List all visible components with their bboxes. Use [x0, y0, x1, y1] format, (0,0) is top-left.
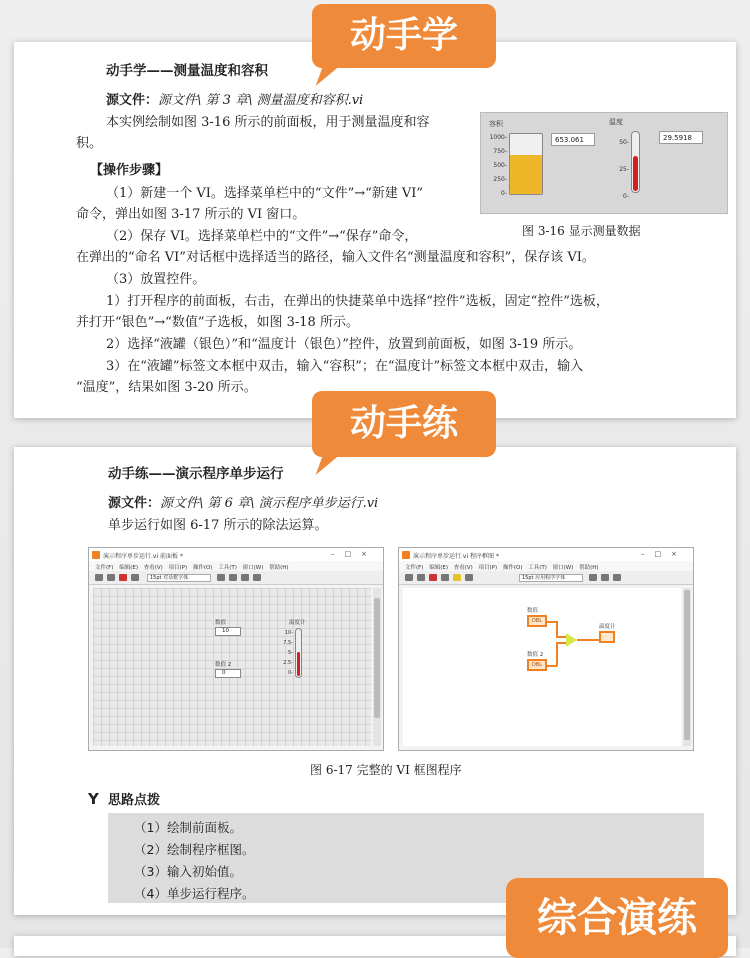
wire: [556, 621, 558, 637]
window-titlebar: 演示程序单步运行.vi 前面板 * –□×: [89, 548, 383, 561]
tank-gauge: [509, 133, 543, 195]
sub1-line1: 1）打开程序的前面板，右击，在弹出的快捷菜单中选择“控件”选板，固定“控件”选板，: [106, 294, 609, 309]
tips-heading: 思路点拨: [107, 793, 160, 808]
run-continuous-icon[interactable]: [417, 574, 425, 581]
section-title: 动手练——演示程序单步运行: [108, 466, 284, 482]
section-title: 动手学——测量温度和容积: [106, 63, 268, 79]
thermometer-terminal[interactable]: [599, 631, 615, 643]
toolbar: [89, 571, 383, 585]
sub1-line2: 并打开“银色”→“数值”子选板，如图 3-18 所示。: [76, 315, 359, 330]
intro-line: 单步运行如图 6-17 所示的除法运算。: [108, 518, 328, 533]
menu-bar[interactable]: 文件(F) 编辑(E) 查看(V) 项目(P) 操作(O) 工具(T) 窗口(W) 帮助(H): [89, 561, 383, 571]
steps-heading: 【操作步骤】: [90, 163, 169, 178]
section-card-learn: [14, 42, 736, 418]
sub3-line1: 3）在“液罐”标签文本框中双击，输入“容积”；在“温度计”标签文本框中双击，输入: [106, 359, 584, 374]
distribute-icon[interactable]: [601, 574, 609, 581]
intro-line: 本实例绘制如图 3-16 所示的前面板，用于测量温度和容: [106, 115, 430, 130]
run-arrow-icon[interactable]: [95, 574, 103, 581]
tip-item: （4）单步运行程序。: [134, 886, 255, 901]
tank-ticks: 1000- 750- 500- 250- 0-: [489, 134, 507, 197]
menu-bar[interactable]: 文件(F) 编辑(E) 查看(V) 项目(P) 操作(O) 工具(T) 窗口(W) 帮助(H): [399, 561, 693, 571]
callout-hands-on-learn: 动手学: [312, 4, 496, 68]
num1-terminal[interactable]: DBL: [527, 615, 547, 627]
intro-line-2: 积。: [76, 136, 103, 151]
block-diagram-window: [398, 547, 694, 751]
source-path: 源文件\ 第 3 章\ 测量温度和容积.vi: [158, 93, 364, 108]
lightbulb-icon: Y: [88, 790, 99, 808]
step1-line2: 命令，弹出如图 3-17 所示的 VI 窗口。: [76, 207, 306, 222]
thermometer-indicator: [295, 628, 302, 678]
wire: [556, 642, 558, 666]
wire: [556, 642, 566, 644]
reorder-icon[interactable]: [253, 574, 261, 581]
thermometer-fill: [297, 652, 300, 676]
labview-icon: [402, 551, 410, 559]
source-path: 源文件\ 第 6 章\ 演示程序单步运行.vi: [160, 496, 379, 511]
callout-hands-on-practice: 动手练: [312, 391, 496, 457]
num2-label: 数值 2: [215, 662, 232, 668]
step-icon[interactable]: [465, 574, 473, 581]
toolbar: [399, 571, 693, 585]
font-select[interactable]: 15pt 应用程序字体: [519, 574, 583, 582]
abort-icon[interactable]: [119, 574, 127, 581]
pause-icon[interactable]: [131, 574, 139, 581]
tip-item: （3）输入初始值。: [134, 864, 242, 879]
out-terminal-label: 温度计: [599, 624, 616, 630]
tank-label: 容积: [489, 120, 503, 128]
step2-line1: （2）保存 VI。选择菜单栏中的“文件”→“保存”命令，: [106, 229, 418, 244]
step3-line: （3）放置控件。: [106, 272, 206, 287]
front-panel-figure: [480, 112, 728, 214]
num2-control[interactable]: 0: [215, 669, 241, 678]
section-card-practice: [14, 447, 736, 915]
step2-line2: 在弹出的“命名 VI”对话框中选择适当的路径，输入文件名“测量温度和容积”，保存该 VI。: [76, 250, 595, 265]
tank-value: 653.061: [551, 133, 595, 146]
source-line: [108, 495, 378, 513]
callout-comprehensive: 综合演练: [506, 878, 728, 958]
thermo-ticks: 50- 25- 0-: [619, 139, 629, 200]
sub3-line2: “温度”，结果如图 3-20 所示。: [76, 380, 257, 395]
step1-line1: （1）新建一个 VI。选择菜单栏中的“文件”→“新建 VI”: [106, 186, 424, 201]
window-titlebar: 演示程序单步运行.vi 程序框图 * –□×: [399, 548, 693, 561]
num2-terminal[interactable]: DBL: [527, 659, 547, 671]
window-controls[interactable]: –□×: [331, 550, 377, 558]
highlight-execution-icon[interactable]: [453, 574, 461, 581]
thermo-ticks: 10- 7.5- 5- 2.5- 0-: [283, 630, 293, 676]
num1-label: 数值: [215, 620, 227, 626]
font-select[interactable]: 15pt 对话框字体: [147, 574, 211, 582]
sub2-line: 2）选择“液罐（银色）”和“温度计（银色）”控件，放置到前面板，如图 3-19 所示。: [106, 337, 582, 352]
front-panel-window: [88, 547, 384, 751]
figure-caption: 图 6-17 完整的 VI 框图程序: [310, 763, 462, 777]
abort-icon[interactable]: [429, 574, 437, 581]
source-label: 源文件：: [108, 496, 161, 511]
thermometer: [631, 131, 640, 193]
front-panel-canvas[interactable]: [93, 588, 371, 746]
tip-item: （2）绘制程序框图。: [134, 842, 255, 857]
wire: [577, 639, 601, 641]
labview-icon: [92, 551, 100, 559]
figure-caption: 图 3-16 显示测量数据: [522, 224, 641, 238]
run-arrow-icon[interactable]: [405, 574, 413, 581]
tank-fill: [510, 155, 542, 194]
align-icon[interactable]: [589, 574, 597, 581]
distribute-icon[interactable]: [229, 574, 237, 581]
tip-item: （1）绘制前面板。: [134, 820, 242, 835]
block-diagram-canvas[interactable]: [403, 588, 681, 746]
num1-control[interactable]: 10: [215, 627, 241, 636]
thermo-label: 温度计: [289, 620, 306, 626]
resize-icon[interactable]: [241, 574, 249, 581]
thermo-label: 温度: [609, 118, 623, 126]
thermometer-fill: [633, 156, 638, 191]
source-label: 源文件：: [106, 93, 159, 108]
run-continuous-icon[interactable]: [107, 574, 115, 581]
pause-icon[interactable]: [441, 574, 449, 581]
vertical-scrollbar[interactable]: [683, 588, 691, 746]
align-icon[interactable]: [217, 574, 225, 581]
num1-terminal-label: 数值: [527, 608, 539, 614]
vertical-scrollbar[interactable]: [373, 588, 381, 746]
reorder-icon[interactable]: [613, 574, 621, 581]
wire: [556, 636, 566, 638]
window-controls[interactable]: –□×: [641, 550, 687, 558]
num2-terminal-label: 数值 2: [527, 652, 544, 658]
source-line: [106, 92, 363, 110]
thermo-value: 29.5918: [659, 131, 703, 144]
tips-heading-row: [88, 789, 160, 808]
divide-function-icon[interactable]: [566, 633, 577, 647]
